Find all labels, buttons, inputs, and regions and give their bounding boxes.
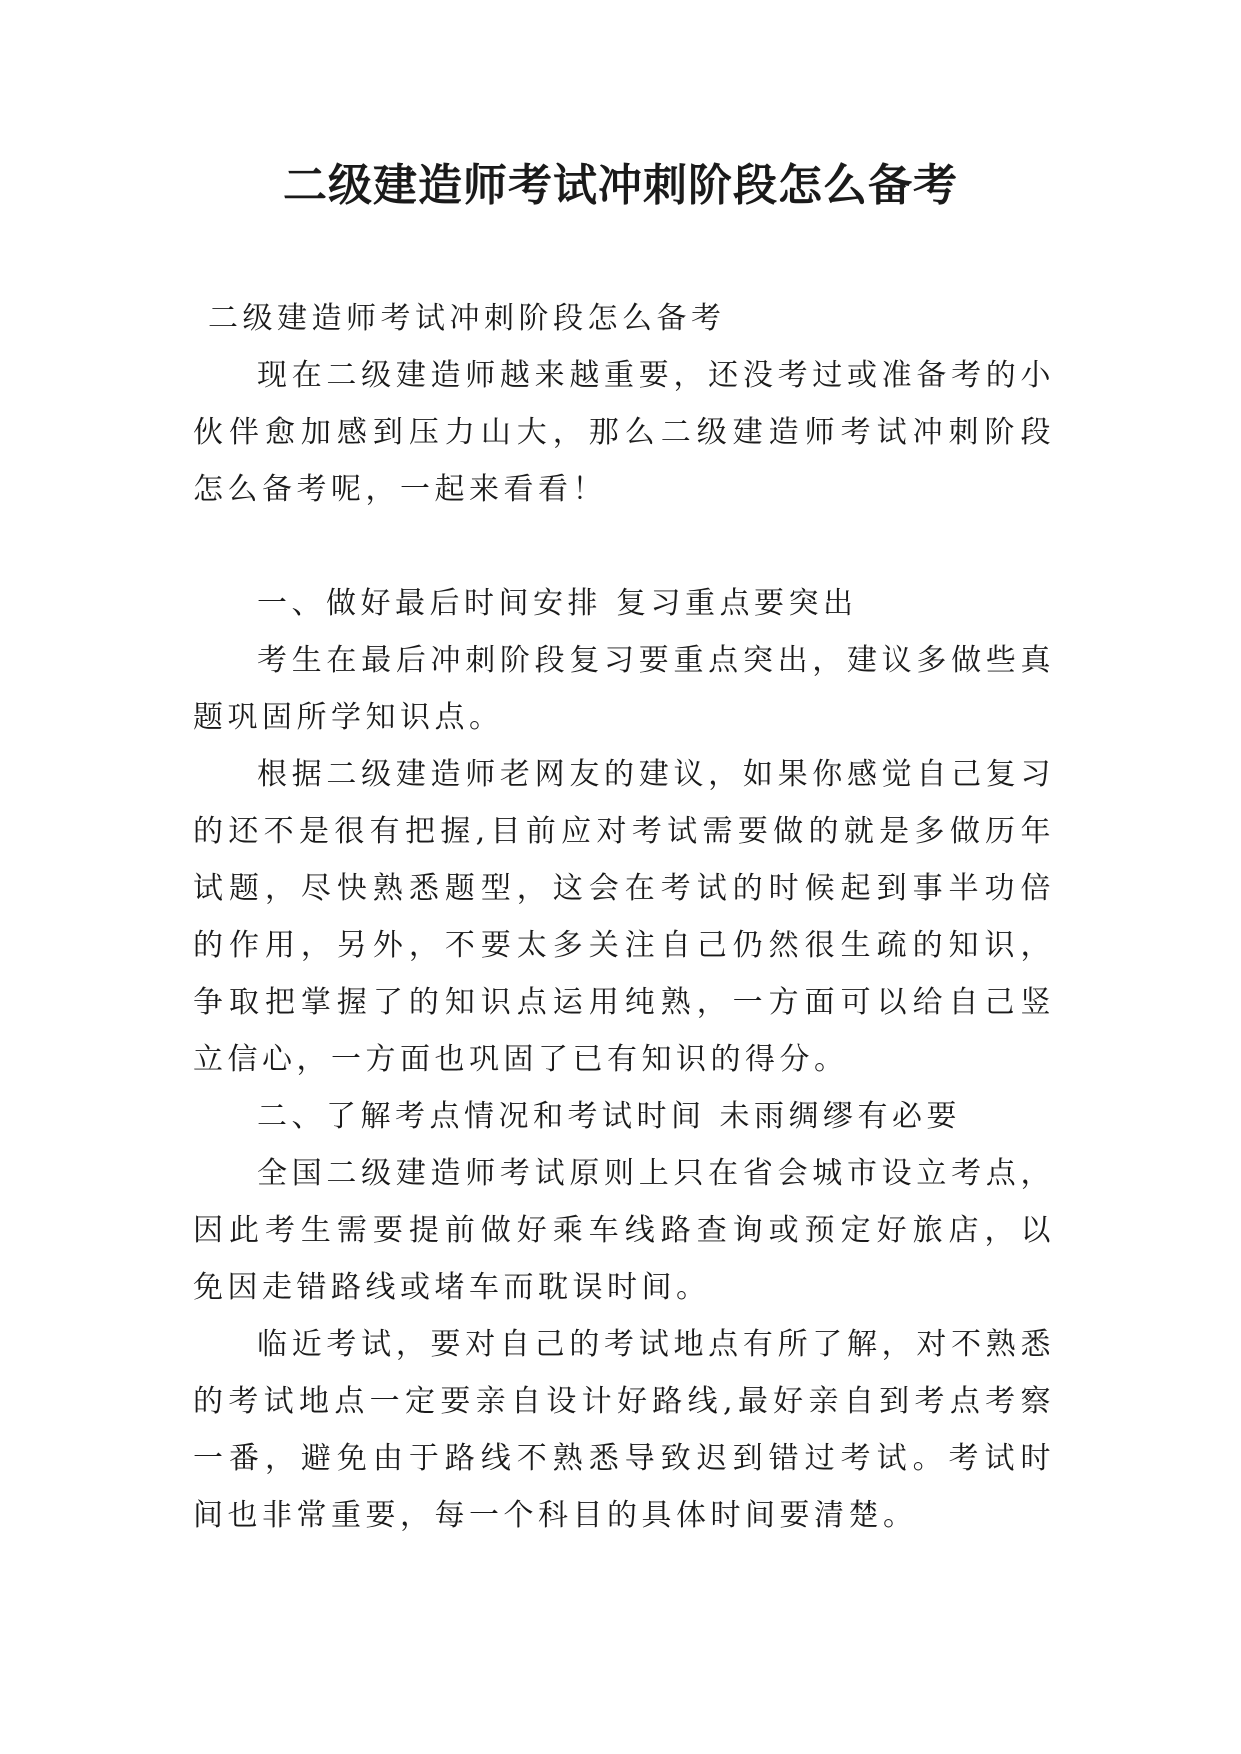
section2-paragraph-1: 全国二级建造师考试原则上只在省会城市设立考点，因此考生需要提前做好乘车线路查询或预定好旅店，以免因走错路线或堵车而耽误时间。	[193, 1156, 1055, 1305]
document-body	[193, 290, 1055, 1544]
blank-line	[193, 518, 1055, 575]
section2-heading: 二、了解考点情况和考试时间 未雨绸缪有必要	[257, 1099, 962, 1134]
document-title: 二级建造师考试冲刺阶段怎么备考	[283, 160, 958, 211]
document-subtitle: 二级建造师考试冲刺阶段怎么备考	[208, 301, 726, 336]
intro-paragraph: 现在二级建造师越来越重要，还没考过或准备考的小伙伴愈加感到压力山大，那么二级建造师考试冲刺阶段怎么备考呢，一起来看看！	[193, 358, 1055, 507]
section1-heading: 一、做好最后时间安排 复习重点要突出	[257, 586, 858, 621]
section1-paragraph-2: 根据二级建造师老网友的建议，如果你感觉自己复习的还不是很有把握,目前应对考试需要做的就是多做历年试题，尽快熟悉题型，这会在考试的时候起到事半功倍的作用，另外，不要太多关注自己仍然很生疏的知识，争取把掌握了的知识点运用纯熟，一方面可以给自己竖立信心，一方面也巩固了已有知识的得分。	[193, 757, 1055, 1077]
section2-paragraph-2: 临近考试，要对自己的考试地点有所了解，对不熟悉的考试地点一定要亲自设计好路线,最好亲自到考点考察一番，避免由于路线不熟悉导致迟到错过考试。考试时间也非常重要，每一个科目的具体时间要清楚。	[193, 1327, 1055, 1533]
section1-paragraph-1: 考生在最后冲刺阶段复习要重点突出，建议多做些真题巩固所学知识点。	[193, 643, 1055, 735]
